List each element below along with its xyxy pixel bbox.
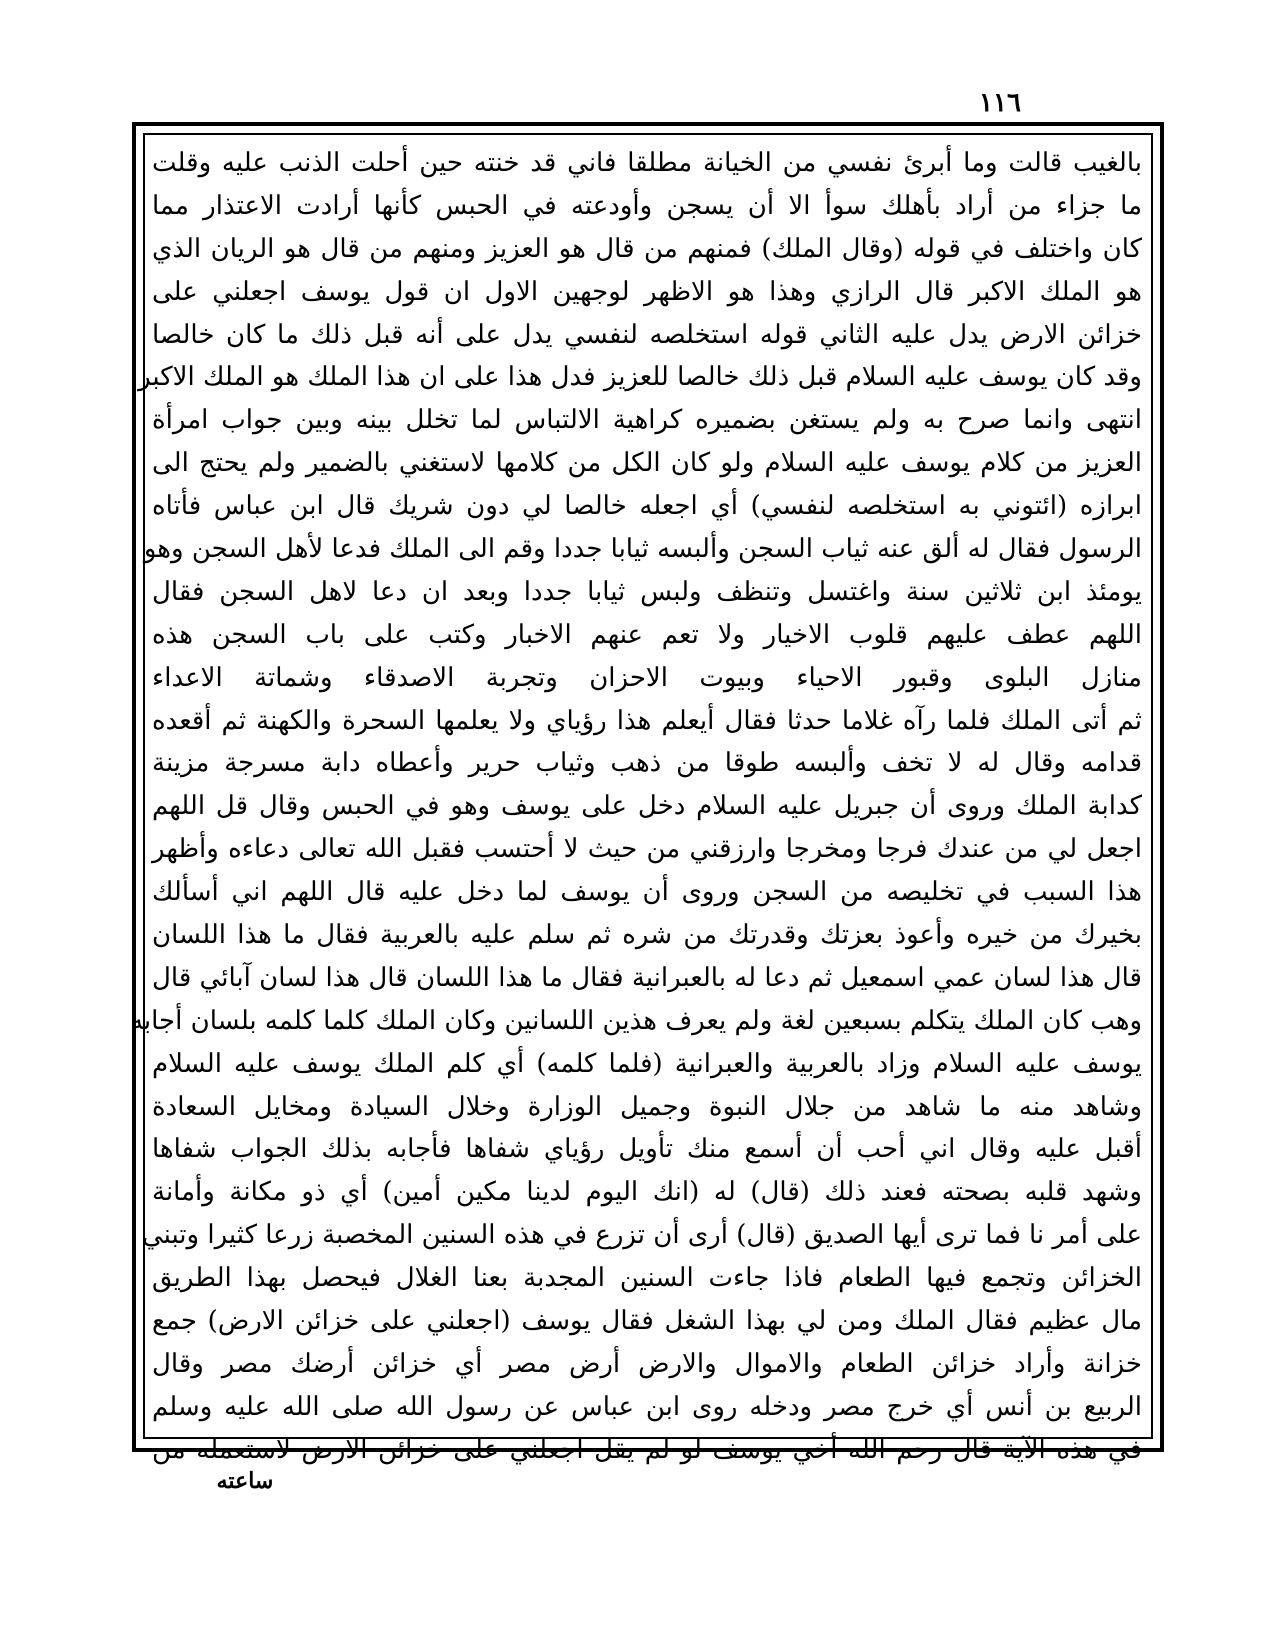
page-number: ١١٦ xyxy=(979,88,1021,118)
text-line: قال هذا لسان عمي اسمعيل ثم دعا له بالعبرانية فقال ما هذا اللسان قال هذا لسان آبائي قال xyxy=(152,962,1142,993)
text-line: قدامه وقال له لا تخف وألبسه طوقا من ذهب وثياب حرير وأعطاه دابة مسرجة مزينة xyxy=(152,748,1142,779)
text-line: الرسول فقال له ألق عنه ثياب السجن وألبسه ثيابا جددا وقم الى الملك فدعا لأهل السجن وهو xyxy=(143,534,1142,565)
text-line: هو الملك الاكبر قال الرازي وهذا هو الاظهر لوجهين الاول ان قول يوسف اجعلني على xyxy=(152,276,1142,307)
text-line: في هذه الآية قال رحم الله أخي يوسف لو لم يقل اجعلني على خزائن الارض لاستعمله من xyxy=(152,1434,1142,1465)
text-line: مال عظيم فقال الملك ومن لي بهذا الشغل فقال يوسف (اجعلني على خزائن الارض) جمع xyxy=(152,1306,1142,1337)
text-line: كدابة الملك وروى أن جبريل عليه السلام دخل على يوسف وهو في الحبس وقال قل اللهم xyxy=(152,791,1142,822)
text-line: وشاهد منه ما شاهد من جلال النبوة وجميل الوزارة وخلال السيادة ومخايل السعادة xyxy=(152,1091,1142,1122)
text-line: منازل البلوى وقبور الاحياء وبيوت الاحزان وتجربة الاصدقاء وشماتة الاعداء xyxy=(152,662,1142,693)
text-line: خزائن الارض يدل عليه الثاني قوله استخلصه لنفسي يدل على أنه قبل ذلك ما كان خالصا xyxy=(152,319,1142,350)
text-line: الخزائن وتجمع فيها الطعام فاذا جاءت السنين المجدبة بعنا الغلال فيحصل بهذا الطريق xyxy=(152,1263,1142,1294)
text-line: خزانة وأراد خزائن الطعام والاموال والارض أرض مصر أي خزائن أرضك مصر وقال xyxy=(152,1348,1142,1379)
text-line: انتهى وانما صرح به ولم يستغن بضميره كراهية الالتباس لما تخلل بينه وبين جواب امرأة xyxy=(152,405,1142,436)
text-line: ثم أتى الملك فلما رآه غلاما حدثا فقال أيعلم هذا رؤياي ولا يعلمها السحرة والكهنة ثم أقعده xyxy=(152,705,1142,736)
text-line: يوسف عليه السلام وزاد بالعربية والعبرانية (فلما كلمه) أي كلم الملك يوسف عليه السلام xyxy=(152,1048,1142,1079)
text-line: وهب كان الملك يتكلم بسبعين لغة ولم يعرف هذين اللسانين وكان الملك كلما كلمه بلسان أجابه xyxy=(129,1005,1142,1036)
text-line: اللهم عطف عليهم قلوب الاخيار ولا تعم عنهم الاخبار وكتب على باب السجن هذه xyxy=(152,619,1142,650)
text-block xyxy=(129,142,1142,1465)
text-line: العزيز من كلام يوسف عليه السلام ولو كان الكل من كلامها لاستغني بالضمير ولم يحتج الى xyxy=(152,448,1142,479)
catchword: ساعته xyxy=(216,1468,274,1494)
text-line: على أمر نا فما ترى أيها الصديق (قال) أرى أن تزرع في هذه السنين المخصبة زرعا كثيرا وتبني xyxy=(141,1220,1142,1251)
text-line: ابرازه (ائتوني به استخلصه لنفسي) أي اجعله خالصا لي دون شريك قال ابن عباس فأتاه xyxy=(152,491,1142,522)
text-line: اجعل لي من عندك فرجا ومخرجا وارزقني من حيث لا أحتسب فقبل الله تعالى دعاءه وأظهر xyxy=(152,834,1142,865)
text-line: أقبل عليه وقال اني أحب أن أسمع منك تأويل رؤياي شفاها فأجابه بذلك الجواب شفاها xyxy=(152,1134,1142,1165)
text-line: بخيرك من خيره وأعوذ بعزتك وقدرتك من شره ثم سلم عليه بالعربية فقال ما هذا اللسان xyxy=(152,920,1142,951)
text-line: يومئذ ابن ثلاثين سنة واغتسل وتنظف ولبس ثيابا جددا وبعد ان دعا لاهل السجن فقال xyxy=(152,576,1142,607)
text-line: كان واختلف في قوله (وقال الملك) فمنهم من قال هو العزيز ومنهم من قال هو الريان الذي xyxy=(152,233,1142,264)
text-line: ما جزاء من أراد بأهلك سوأ الا أن يسجن وأودعته في الحبس كأنها أرادت الاعتذار مما xyxy=(152,190,1142,221)
text-line: وقد كان يوسف عليه السلام قبل ذلك خالصا للعزيز فدل هذا على ان هذا الملك هو الملك الاكبر xyxy=(138,362,1142,393)
text-line: الربيع بن أنس أي خرج مصر ودخله روى ابن عباس عن رسول الله صلى الله عليه وسلم xyxy=(152,1391,1142,1422)
text-line: هذا السبب في تخليصه من السجن وروى أن يوسف لما دخل عليه قال اللهم اني أسألك xyxy=(152,877,1142,908)
text-line: بالغيب قالت وما أبرئ نفسي من الخيانة مطلقا فاني قد خنته حين أحلت الذنب عليه وقلت xyxy=(152,148,1142,178)
text-line: وشهد قلبه بصحته فعند ذلك (قال) له (انك اليوم لدينا مكين أمين) أي ذو مكانة وأمانة xyxy=(152,1177,1142,1208)
